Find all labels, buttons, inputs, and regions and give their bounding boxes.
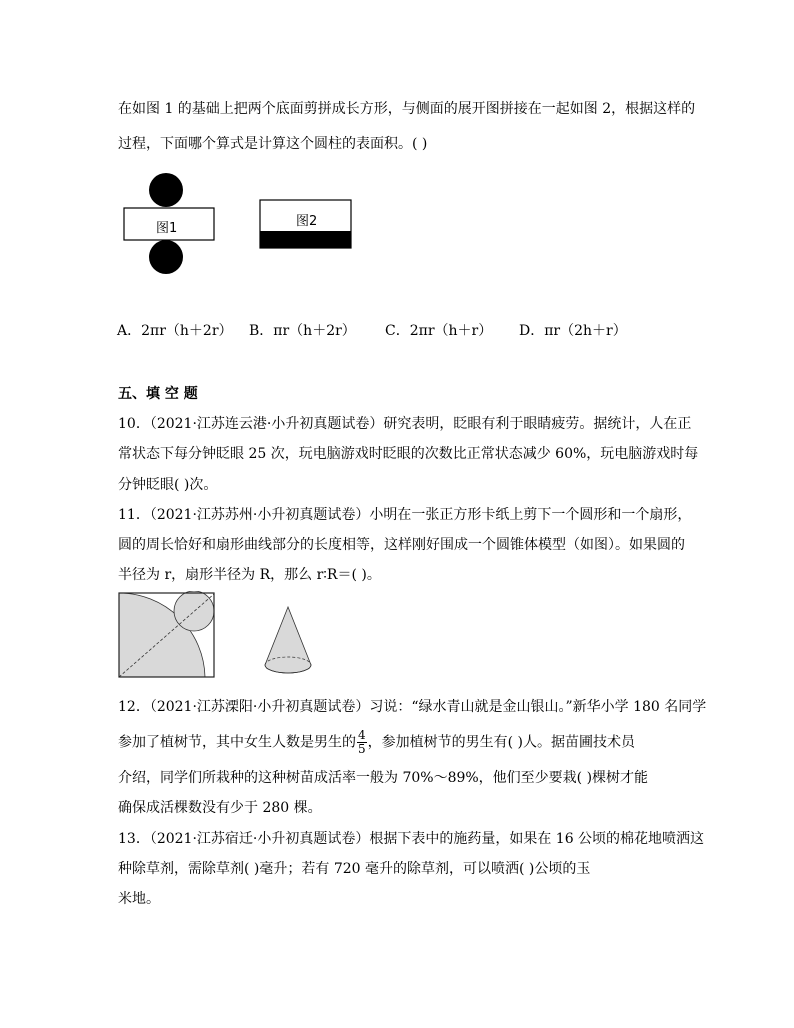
section-title: 五、填 空 题 [118,386,198,402]
figure-2-black-band [260,231,351,248]
figure-1-bottom-circle [149,240,183,274]
q12-line-1: 12．（2021·江苏溧阳·小升初真题试卷）习说：“绿水青山就是金山银山。”新华小学 180 名同学 [118,699,707,715]
q9-line-2: 过程，下面哪个算式是计算这个圆柱的表面积。( ) [118,136,428,152]
q13-line-3: 米地。 [118,891,160,907]
fraction-four-fifths [357,729,367,756]
option-b[interactable]: B．πr（h＋2r） [249,323,356,339]
figure-1-top-circle [149,173,183,207]
q13-line-1: 13．（2021·江苏宿迁·小升初真题试卷）根据下表中的施药量，如果在 16 公顷的棉花地喷洒这 [118,831,705,847]
q11-line-3: 半径为 r，扇形半径为 R，那么 r∶R＝( )。 [118,567,381,583]
fraction-denominator: 5 [358,742,366,756]
q12-line-4: 确保成活棵数没有少于 280 棵。 [118,800,322,816]
option-d[interactable]: D．πr（2h＋r） [519,323,627,339]
q12-line-3: 介绍，同学们所栽种的这种树苗成活率一般为 70%～89%，他们至少要栽( )棵树才能 [118,770,649,786]
q11-line-1: 11．（2021·江苏苏州·小升初真题试卷）小明在一张正方形卡纸上剪下一个圆形和一个扇形， [118,507,692,523]
square-card-figure [117,591,217,679]
option-a[interactable]: A．2πr（h＋2r） [117,323,233,339]
q13-line-2: 种除草剂，需除草剂( )毫升；若有 720 毫升的除草剂，可以喷洒( )公顷的玉 [118,861,591,877]
q10-line-3: 分钟眨眼( )次。 [118,477,218,493]
fraction-numerator: 4 [358,728,366,742]
option-c[interactable]: C．2πr（h＋r） [385,323,493,339]
q12-line-2 [118,729,635,756]
q12-line-2-part-b: ，参加植树节的男生有( )人。据苗圃技术员 [367,734,636,751]
q9-line-1: 在如图 1 的基础上把两个底面剪拼成长方形，与侧面的展开图拼接在一起如图 2，根据这样的 [118,101,696,117]
cone-body [265,607,311,673]
figure-2-label: 图2 [296,214,318,229]
q12-line-2-part-a: 参加了植树节，其中女生人数是男生的 [118,734,356,751]
cone-figure [260,605,316,680]
q10-line-2: 常状态下每分钟眨眼 25 次，玩电脑游戏时眨眼的次数比正常状态减少 60%，玩电脑游戏时每 [118,446,699,462]
figure-1-label: 图1 [156,221,178,236]
small-circle [174,591,214,631]
q10-line-1: 10．（2021·江苏连云港·小升初真题试卷）研究表明，眨眼有利于眼睛疲劳。据统计，人在正 [118,416,692,432]
q11-line-2: 圆的周长恰好和扇形曲线部分的长度相等，这样刚好围成一个圆锥体模型（如图）。如果圆的 [118,537,685,553]
